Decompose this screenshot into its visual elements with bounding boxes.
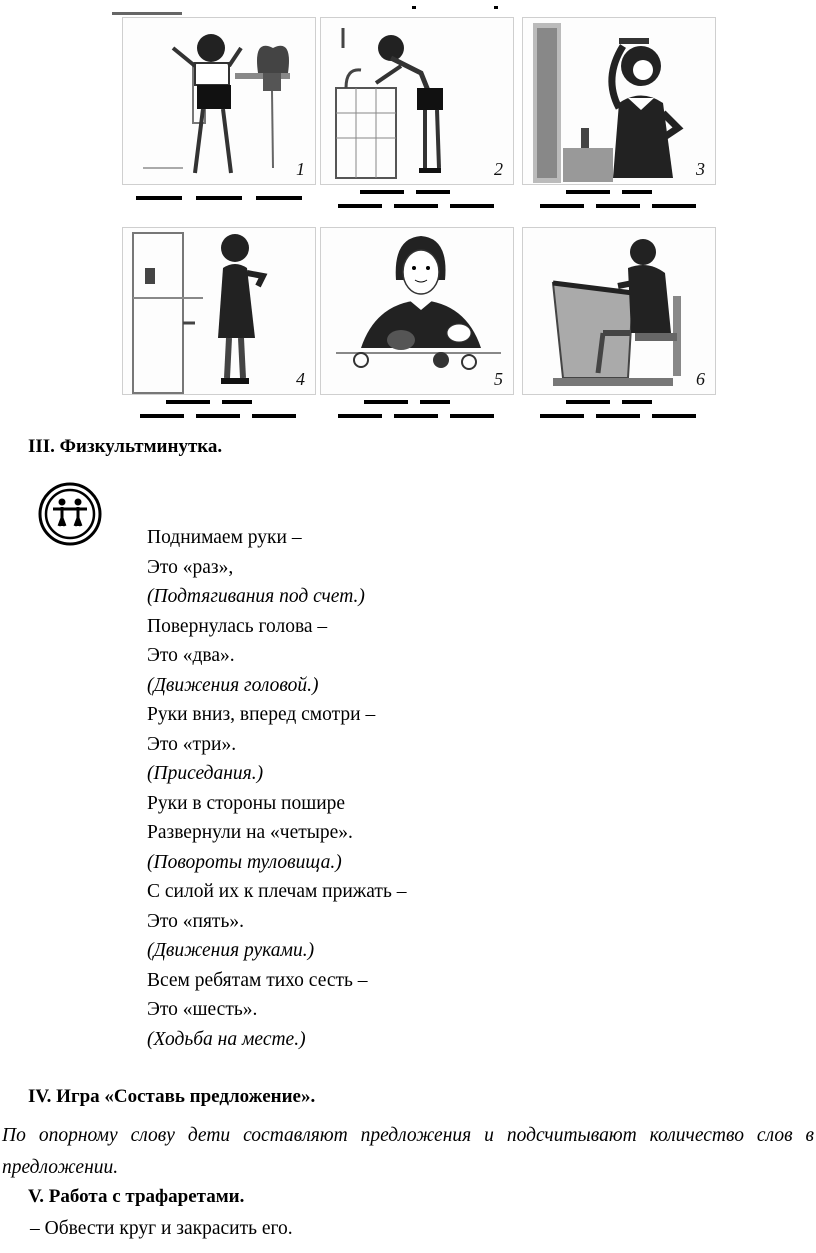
activity-illustration: [122, 0, 718, 425]
poem-line: Это «пять».: [147, 910, 244, 932]
poem-line: Развернули на «четыре».: [147, 822, 353, 843]
panel-number: 4: [296, 369, 305, 389]
poem-stage-direction: (Подтягивания под счет.): [147, 586, 365, 607]
panel-6: [522, 227, 716, 395]
poem-stage-direction: (Повороты туловища.): [147, 851, 342, 873]
answer-lines: [320, 190, 512, 210]
poem-stage-direction: (Движения головой.): [147, 674, 319, 696]
top-mark: [412, 6, 416, 9]
poem-line: Всем ребятам тихо сесть –: [147, 969, 368, 991]
section-title-stencils: V. Работа с трафаретами.: [28, 1186, 245, 1207]
panel-2: [320, 17, 514, 185]
panel-number: 2: [494, 159, 503, 179]
stencil-instruction: – Обвести круг и закрасить его.: [30, 1218, 293, 1239]
panel-3: [522, 17, 716, 185]
answer-lines: [320, 400, 512, 420]
panel-number: 5: [494, 369, 503, 389]
panel-number: 1: [296, 159, 305, 179]
poem-stage-direction: (Приседания.): [147, 763, 264, 784]
poem-line: Руки в стороны пошире: [147, 792, 346, 814]
panel-4: [122, 227, 316, 395]
girl-eating-breakfast-icon: [321, 228, 513, 394]
girl-combing-hair-icon: [523, 18, 715, 184]
poem-line: Это «раз»,: [147, 556, 234, 578]
poem-line: Это «три».: [147, 733, 237, 755]
poem-line: Это «два».: [147, 645, 235, 666]
answer-lines: [522, 190, 714, 210]
girl-washing-icon: [321, 18, 513, 184]
top-mark: [112, 12, 182, 15]
girl-morning-exercise-icon: [123, 18, 315, 184]
section-title-physical-break: III. Физкультминутка.: [28, 436, 223, 457]
section-title-sentence-game: IV. Игра «Составь предложение».: [28, 1086, 316, 1107]
top-mark: [494, 6, 498, 9]
girl-dressing-icon: [123, 228, 315, 394]
answer-lines: [122, 400, 314, 420]
exercise-poem: [147, 523, 406, 1054]
poem-line: С силой их к плечам прижать –: [147, 881, 407, 902]
physical-exercise-pictogram-icon: [38, 482, 102, 546]
poem-line: Поднимаем руки –: [147, 527, 302, 548]
poem-line: Это «шесть».: [147, 999, 258, 1020]
panel-number: 6: [696, 369, 705, 389]
poem-stage-direction: (Движения руками.): [147, 940, 315, 961]
poem-line: Руки вниз, вперед смотри –: [147, 704, 376, 725]
panel-number: 3: [696, 159, 705, 179]
panel-5: [320, 227, 514, 395]
girl-writing-at-desk-icon: [523, 228, 715, 394]
game-description: По опорному слову дети составляют предложения и подсчитывают количество слов в предложении.: [2, 1125, 814, 1178]
answer-lines: [122, 190, 314, 210]
answer-lines: [522, 400, 714, 420]
poem-stage-direction: (Ходьба на месте.): [147, 1028, 306, 1050]
panel-1: [122, 17, 316, 185]
poem-line: Повернулась голова –: [147, 615, 328, 637]
